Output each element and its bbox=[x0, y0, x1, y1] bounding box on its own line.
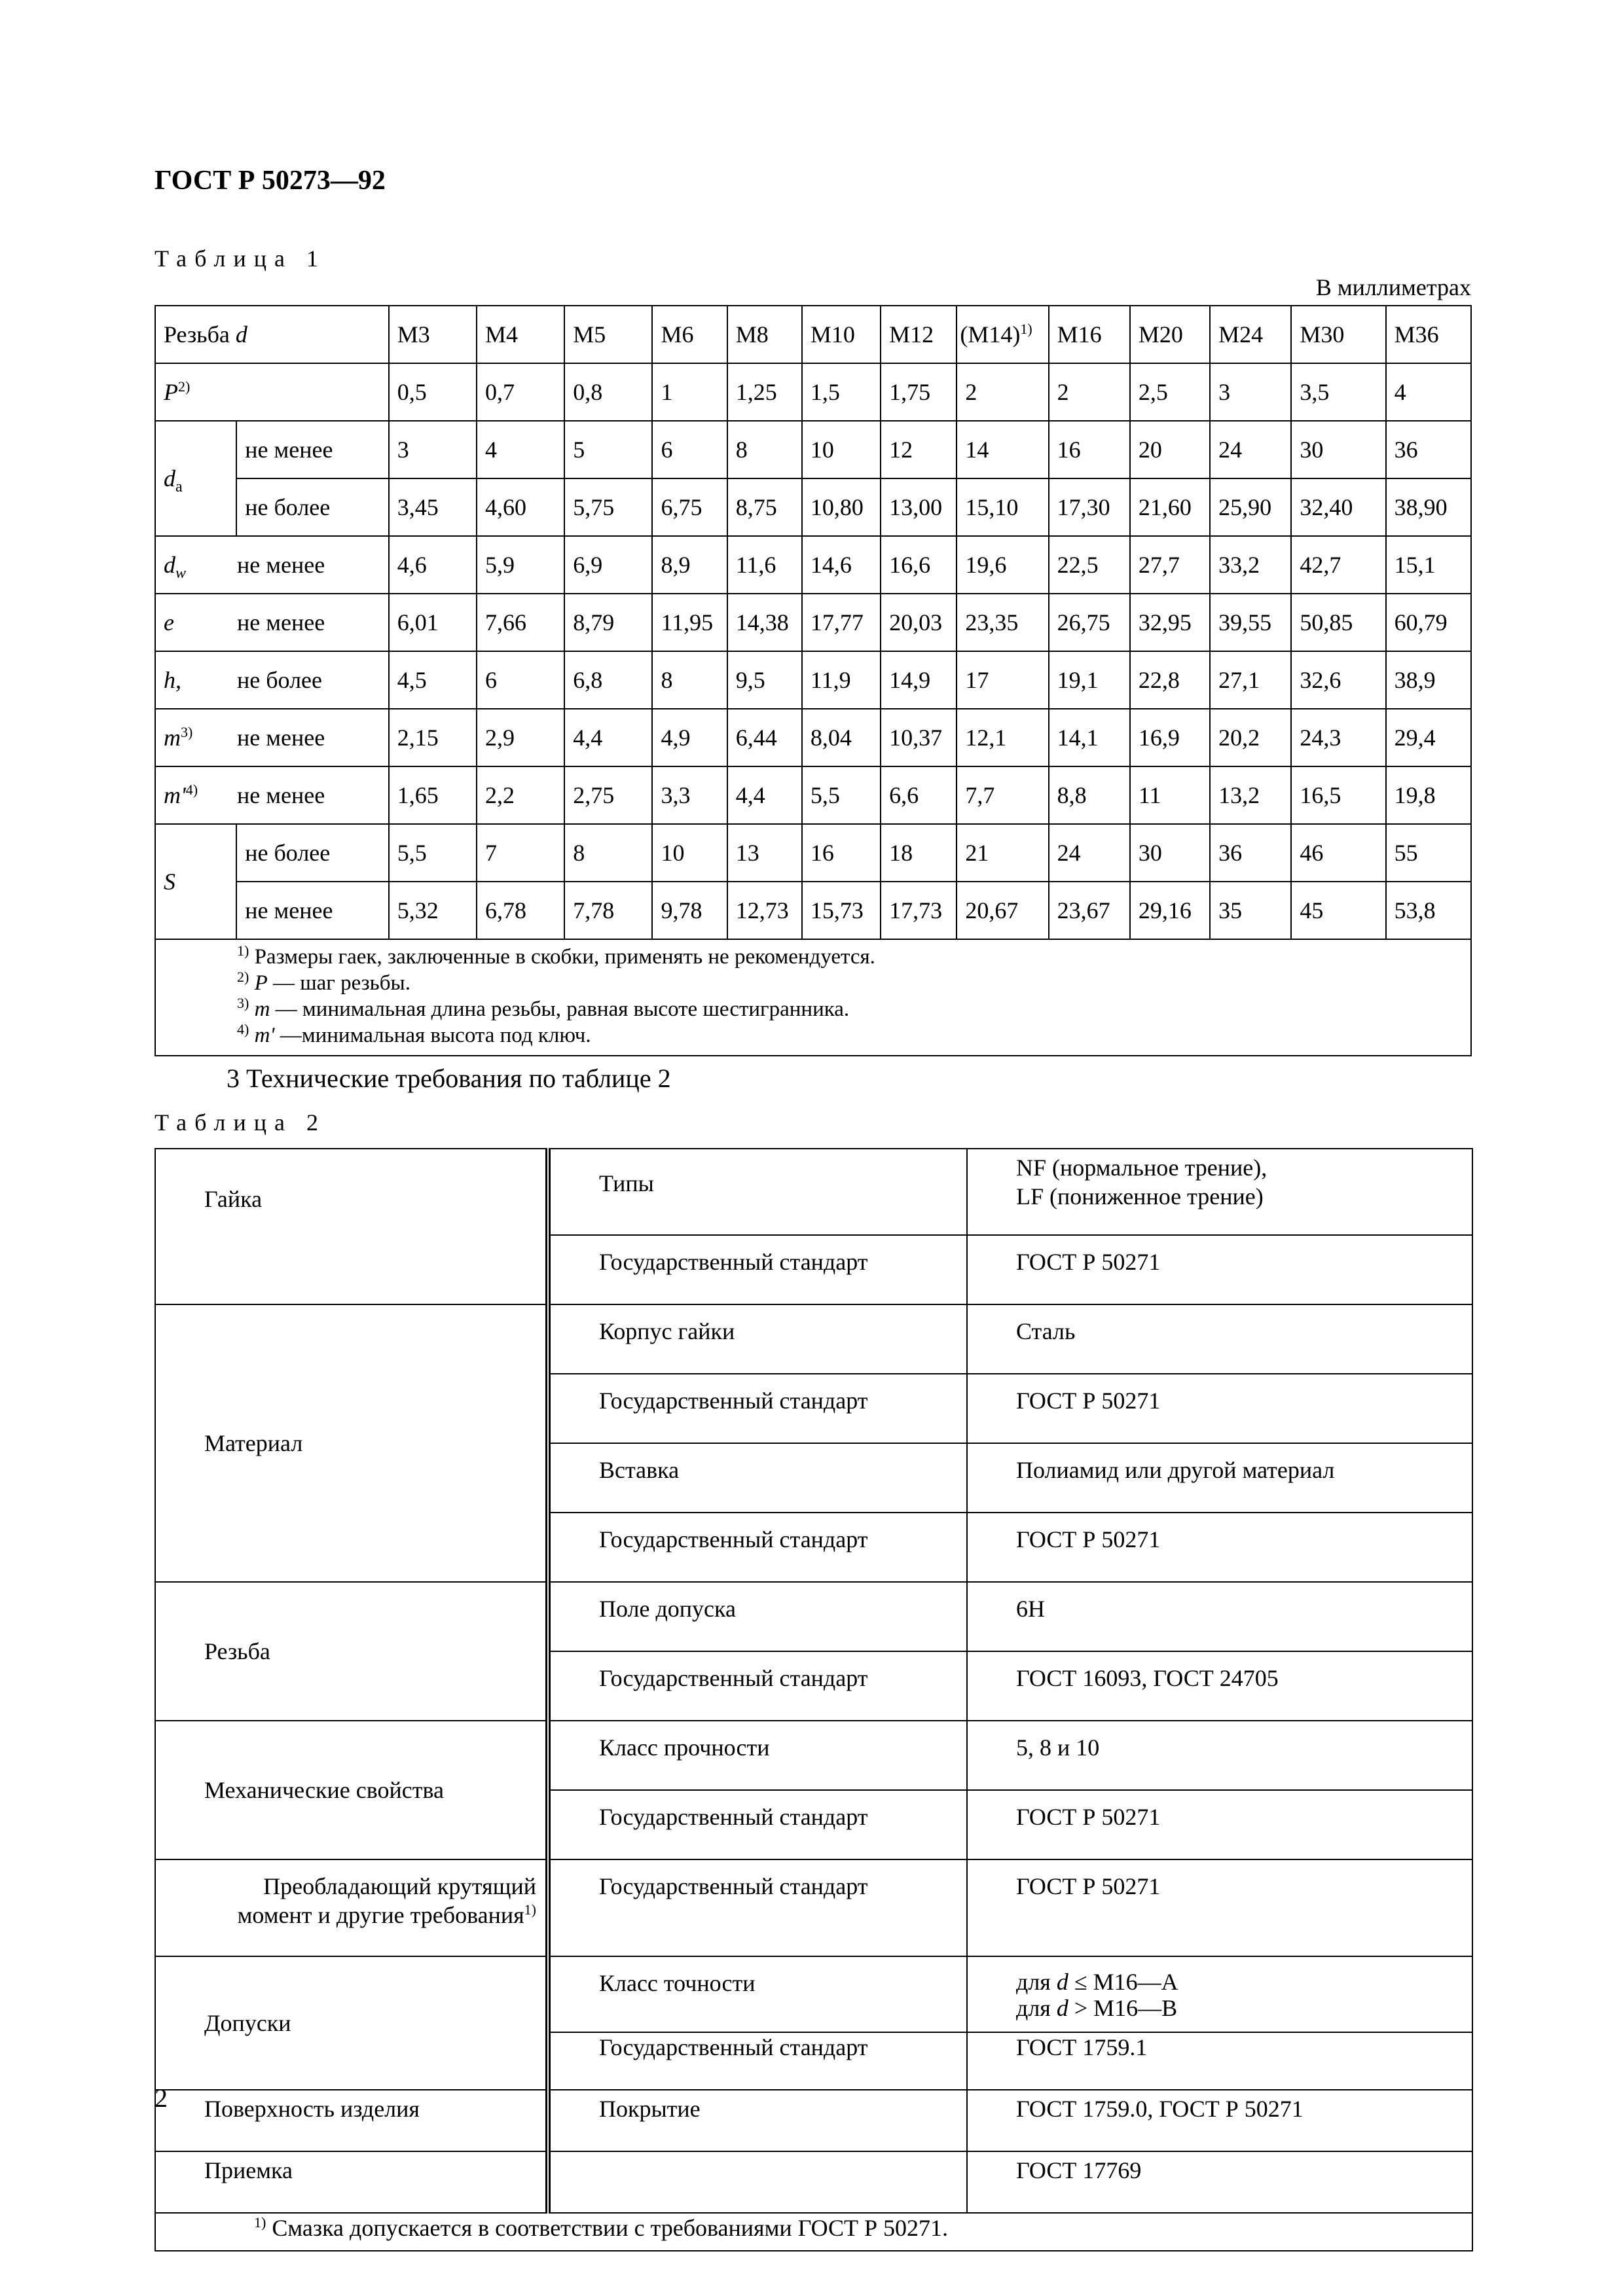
row-label: $d_w$ не менее bbox=[155, 536, 389, 594]
value-cell: 20,03 bbox=[881, 594, 957, 651]
param-cell: Покрытие bbox=[548, 2090, 967, 2151]
table1-row-da-max bbox=[155, 478, 1471, 536]
value-cell: 10 bbox=[652, 824, 727, 882]
table1-row-da-min bbox=[155, 421, 1471, 478]
table2-row bbox=[155, 1721, 1472, 1790]
row-label: $m^{3)}$ не менее bbox=[155, 709, 389, 766]
value-cell: 6,75 bbox=[652, 478, 727, 536]
value-cell: 5,32 bbox=[389, 882, 477, 939]
param-cell: Государственный стандарт bbox=[548, 1651, 967, 1721]
size-cell: M3 bbox=[389, 306, 477, 363]
size-cell: M6 bbox=[652, 306, 727, 363]
size-cell: M16 bbox=[1049, 306, 1130, 363]
table1-notes bbox=[155, 939, 1471, 1056]
table2-row bbox=[155, 2151, 1472, 2213]
table1-row-m-prime bbox=[155, 766, 1471, 824]
group-material: Материал bbox=[155, 1304, 548, 1582]
value-cell: 35 bbox=[1210, 882, 1291, 939]
row-condition: не менее bbox=[236, 421, 388, 478]
note-2: $^{2)}$ P — шаг резьбы. bbox=[237, 969, 410, 995]
value-cell: 29,4 bbox=[1386, 709, 1471, 766]
value-cell: 17,30 bbox=[1049, 478, 1130, 536]
value-cell: 15,1 bbox=[1386, 536, 1471, 594]
value-cell: 11,9 bbox=[802, 651, 881, 709]
value-cell: 32,95 bbox=[1130, 594, 1210, 651]
group-tolerances: Допуски bbox=[155, 1956, 548, 2090]
value-cell: ГОСТ 17769 bbox=[967, 2151, 1472, 2213]
value-cell: 2,9 bbox=[477, 709, 564, 766]
table2-row bbox=[155, 2090, 1472, 2151]
value-cell: 46 bbox=[1291, 824, 1385, 882]
value-cell: 11,95 bbox=[652, 594, 727, 651]
value-cell: 8,75 bbox=[727, 478, 802, 536]
value-cell: 15,73 bbox=[802, 882, 881, 939]
value-cell: 23,67 bbox=[1049, 882, 1130, 939]
value-cell: 2 bbox=[957, 363, 1048, 421]
group-acceptance: Приемка bbox=[155, 2151, 548, 2213]
size-cell: M36 bbox=[1386, 306, 1471, 363]
value-cell: 39,55 bbox=[1210, 594, 1291, 651]
value-cell: 8,04 bbox=[802, 709, 881, 766]
value-cell: 26,75 bbox=[1049, 594, 1130, 651]
table1-row-m bbox=[155, 709, 1471, 766]
group-torque: Преобладающий крутящий момент и другие требования$^{1)}$ bbox=[155, 1859, 548, 1956]
value-cell: 4 bbox=[1386, 363, 1471, 421]
value-cell: 10,80 bbox=[802, 478, 881, 536]
param-cell: Класс прочности bbox=[548, 1721, 967, 1790]
row-label: $P^{2)}$ bbox=[155, 363, 389, 421]
table2-row bbox=[155, 1582, 1472, 1651]
value-cell: 20,2 bbox=[1210, 709, 1291, 766]
value-cell: 3,5 bbox=[1291, 363, 1385, 421]
value-cell: 22,8 bbox=[1130, 651, 1210, 709]
value-cell: 6,78 bbox=[477, 882, 564, 939]
value-cell: 24 bbox=[1210, 421, 1291, 478]
table1-row-dw bbox=[155, 536, 1471, 594]
table2-row bbox=[155, 1956, 1472, 2032]
value-cell: 7,66 bbox=[477, 594, 564, 651]
value-cell: 4,9 bbox=[652, 709, 727, 766]
row-label: h, не более bbox=[155, 651, 389, 709]
value-cell: 7,78 bbox=[564, 882, 652, 939]
value-cell: 20 bbox=[1130, 421, 1210, 478]
value-cell: 2,15 bbox=[389, 709, 477, 766]
value-cell: 6,6 bbox=[881, 766, 957, 824]
value-cell: 14 bbox=[957, 421, 1048, 478]
param-cell: Поле допуска bbox=[548, 1582, 967, 1651]
value-cell: 8 bbox=[652, 651, 727, 709]
group-thread: Резьба bbox=[155, 1582, 548, 1721]
value-cell: 45 bbox=[1291, 882, 1385, 939]
value-cell: 3,45 bbox=[389, 478, 477, 536]
row-label: $d_a$ bbox=[155, 421, 236, 536]
param-cell: Вставка bbox=[548, 1443, 967, 1513]
value-cell: 23,35 bbox=[957, 594, 1048, 651]
table2-caption: Таблица 2 bbox=[155, 1109, 326, 1136]
row-label: $m'^{4)}$ не менее bbox=[155, 766, 389, 824]
row-label: e не менее bbox=[155, 594, 389, 651]
value-cell: NF (нормальное трение), LF (пониженное трение) bbox=[967, 1149, 1472, 1235]
note-4: $^{4)}$ m' —минимальная высота под ключ. bbox=[237, 1021, 591, 1047]
value-cell: 27,7 bbox=[1130, 536, 1210, 594]
value-cell: 3 bbox=[1210, 363, 1291, 421]
value-cell: 6 bbox=[652, 421, 727, 478]
value-cell: 1,75 bbox=[881, 363, 957, 421]
value-cell: 13 bbox=[727, 824, 802, 882]
table1-row-h bbox=[155, 651, 1471, 709]
value-cell: 17,73 bbox=[881, 882, 957, 939]
size-cell: M8 bbox=[727, 306, 802, 363]
table1-row-e bbox=[155, 594, 1471, 651]
value-cell: 14,9 bbox=[881, 651, 957, 709]
value-cell: 29,16 bbox=[1130, 882, 1210, 939]
param-cell: Класс точности bbox=[548, 1956, 967, 2032]
value-cell: 16 bbox=[802, 824, 881, 882]
value-cell: 36 bbox=[1386, 421, 1471, 478]
row-condition: не более bbox=[236, 824, 388, 882]
value-cell: 10,37 bbox=[881, 709, 957, 766]
size-cell: M30 bbox=[1291, 306, 1385, 363]
value-cell: 7,7 bbox=[957, 766, 1048, 824]
value-cell: 20,67 bbox=[957, 882, 1048, 939]
value-cell: 0,7 bbox=[477, 363, 564, 421]
value-cell: 17,77 bbox=[802, 594, 881, 651]
value-cell: 4,60 bbox=[477, 478, 564, 536]
value-cell: 4,5 bbox=[389, 651, 477, 709]
value-cell: 21 bbox=[957, 824, 1048, 882]
table1-row-s-max bbox=[155, 824, 1471, 882]
value-cell: 15,10 bbox=[957, 478, 1048, 536]
param-cell: Государственный стандарт bbox=[548, 2032, 967, 2090]
value-cell: 22,5 bbox=[1049, 536, 1130, 594]
value-cell: 7 bbox=[477, 824, 564, 882]
value-cell: 12 bbox=[881, 421, 957, 478]
value-cell: 2,75 bbox=[564, 766, 652, 824]
value-cell: 8,8 bbox=[1049, 766, 1130, 824]
value-cell: ГОСТ Р 50271 bbox=[967, 1235, 1472, 1304]
value-cell: 33,2 bbox=[1210, 536, 1291, 594]
value-cell: 11 bbox=[1130, 766, 1210, 824]
value-cell: 4 bbox=[477, 421, 564, 478]
value-cell: 19,1 bbox=[1049, 651, 1130, 709]
note-1: $^{1)}$ Размеры гаек, заключенные в скобки, применять не рекомендуется. bbox=[237, 942, 875, 969]
value-cell: 38,90 bbox=[1386, 478, 1471, 536]
value-cell: 6,01 bbox=[389, 594, 477, 651]
value-cell: 32,40 bbox=[1291, 478, 1385, 536]
table1-caption: Таблица 1 bbox=[155, 245, 326, 272]
table2-note: $^{1)}$ Смазка допускается в соответствии с требованиями ГОСТ Р 50271. bbox=[155, 2213, 1472, 2251]
value-cell: 13,00 bbox=[881, 478, 957, 536]
value-cell: 12,73 bbox=[727, 882, 802, 939]
value-cell: для d ≤ М16—А для d > М16—В bbox=[967, 1956, 1472, 2032]
param-cell: Государственный стандарт bbox=[548, 1790, 967, 1859]
value-cell: 24 bbox=[1049, 824, 1130, 882]
value-cell: 27,1 bbox=[1210, 651, 1291, 709]
value-cell: 1,25 bbox=[727, 363, 802, 421]
value-cell: 0,5 bbox=[389, 363, 477, 421]
value-cell: ГОСТ Р 50271 bbox=[967, 1790, 1472, 1859]
param-cell: Государственный стандарт bbox=[548, 1513, 967, 1582]
group-surface: Поверхность изделия bbox=[155, 2090, 548, 2151]
value-cell: 5,5 bbox=[802, 766, 881, 824]
value-cell: 60,79 bbox=[1386, 594, 1471, 651]
param-cell: Государственный стандарт bbox=[548, 1235, 967, 1304]
value-cell: 6,8 bbox=[564, 651, 652, 709]
value-cell: 19,8 bbox=[1386, 766, 1471, 824]
value-cell: 6 bbox=[477, 651, 564, 709]
value-cell: ГОСТ Р 50271 bbox=[967, 1859, 1472, 1956]
value-cell: 9,5 bbox=[727, 651, 802, 709]
table2-row bbox=[155, 1859, 1472, 1956]
value-cell: 32,6 bbox=[1291, 651, 1385, 709]
size-cell: M10 bbox=[802, 306, 881, 363]
value-cell: 1 bbox=[652, 363, 727, 421]
value-cell: ГОСТ 1759.0, ГОСТ Р 50271 bbox=[967, 2090, 1472, 2151]
value-cell: 14,6 bbox=[802, 536, 881, 594]
value-cell: 5,9 bbox=[477, 536, 564, 594]
value-cell: 5 bbox=[564, 421, 652, 478]
table1 bbox=[155, 305, 1472, 1056]
group-nut: Гайка bbox=[155, 1149, 548, 1304]
group-mechanical: Механические свойства bbox=[155, 1721, 548, 1859]
value-cell: 14,1 bbox=[1049, 709, 1130, 766]
param-cell-empty bbox=[548, 2151, 967, 2213]
value-cell: 5,5 bbox=[389, 824, 477, 882]
value-cell: 13,2 bbox=[1210, 766, 1291, 824]
value-cell: 5,75 bbox=[564, 478, 652, 536]
value-cell: 25,90 bbox=[1210, 478, 1291, 536]
value-cell: 1,5 bbox=[802, 363, 881, 421]
value-cell: 0,8 bbox=[564, 363, 652, 421]
value-cell: 6,44 bbox=[727, 709, 802, 766]
param-cell: Государственный стандарт bbox=[548, 1859, 967, 1956]
value-cell: 4,4 bbox=[727, 766, 802, 824]
value-cell: 16 bbox=[1049, 421, 1130, 478]
value-cell: 3 bbox=[389, 421, 477, 478]
value-cell: 55 bbox=[1386, 824, 1471, 882]
value-cell: 6Н bbox=[967, 1582, 1472, 1651]
value-cell: 36 bbox=[1210, 824, 1291, 882]
value-cell: 5, 8 и 10 bbox=[967, 1721, 1472, 1790]
value-cell: 16,5 bbox=[1291, 766, 1385, 824]
value-cell: 17 bbox=[957, 651, 1048, 709]
size-cell: M5 bbox=[564, 306, 652, 363]
value-cell: 8 bbox=[564, 824, 652, 882]
size-cell: $(M14)^{1)}$ bbox=[957, 306, 1048, 363]
value-cell: 2,2 bbox=[477, 766, 564, 824]
table1-row-p bbox=[155, 363, 1471, 421]
size-cell: M4 bbox=[477, 306, 564, 363]
note-3: $^{3)}$ m — минимальная длина резьбы, равная высоте шестигранника. bbox=[237, 995, 850, 1021]
table1-notes-row bbox=[155, 939, 1471, 1056]
value-cell: 8,9 bbox=[652, 536, 727, 594]
value-cell: 53,8 bbox=[1386, 882, 1471, 939]
param-cell: Корпус гайки bbox=[548, 1304, 967, 1374]
value-cell: 3,3 bbox=[652, 766, 727, 824]
value-cell: 12,1 bbox=[957, 709, 1048, 766]
size-cell: M24 bbox=[1210, 306, 1291, 363]
row-condition: не более bbox=[236, 478, 388, 536]
table2 bbox=[155, 1148, 1473, 2251]
value-cell: 2,5 bbox=[1130, 363, 1210, 421]
value-cell: Полиамид или другой материал bbox=[967, 1443, 1472, 1513]
value-cell: 9,78 bbox=[652, 882, 727, 939]
value-cell: 1,65 bbox=[389, 766, 477, 824]
value-cell: 16,6 bbox=[881, 536, 957, 594]
value-cell: 16,9 bbox=[1130, 709, 1210, 766]
value-cell: 10 bbox=[802, 421, 881, 478]
value-cell: 42,7 bbox=[1291, 536, 1385, 594]
row-label: S bbox=[155, 824, 236, 939]
value-cell: 8,79 bbox=[564, 594, 652, 651]
value-cell: ГОСТ Р 50271 bbox=[967, 1513, 1472, 1582]
table1-units: В миллиметрах bbox=[1315, 274, 1471, 300]
table1-row-s-min bbox=[155, 882, 1471, 939]
page-number: 2 bbox=[155, 2083, 168, 2113]
value-cell: 30 bbox=[1291, 421, 1385, 478]
value-cell: 21,60 bbox=[1130, 478, 1210, 536]
value-cell: 6,9 bbox=[564, 536, 652, 594]
value-cell: ГОСТ Р 50271 bbox=[967, 1374, 1472, 1443]
value-cell: 4,6 bbox=[389, 536, 477, 594]
header-thread-label: Резьба d bbox=[155, 306, 389, 363]
value-cell: 2 bbox=[1049, 363, 1130, 421]
param-cell: Государственный стандарт bbox=[548, 1374, 967, 1443]
value-cell: 11,6 bbox=[727, 536, 802, 594]
section-3-heading: 3 Технические требования по таблице 2 bbox=[227, 1064, 671, 1093]
table1-header-row bbox=[155, 306, 1471, 363]
value-cell: ГОСТ 1759.1 bbox=[967, 2032, 1472, 2090]
row-condition: не менее bbox=[236, 882, 388, 939]
value-cell: 18 bbox=[881, 824, 957, 882]
value-cell: 38,9 bbox=[1386, 651, 1471, 709]
value-cell: 8 bbox=[727, 421, 802, 478]
param-cell: Типы bbox=[548, 1149, 967, 1235]
value-cell: 14,38 bbox=[727, 594, 802, 651]
value-cell: 4,4 bbox=[564, 709, 652, 766]
value-cell: ГОСТ 16093, ГОСТ 24705 bbox=[967, 1651, 1472, 1721]
value-cell: 24,3 bbox=[1291, 709, 1385, 766]
size-cell: M12 bbox=[881, 306, 957, 363]
document-header: ГОСТ Р 50273—92 bbox=[155, 166, 386, 196]
table2-row bbox=[155, 1149, 1472, 1235]
value-cell: 30 bbox=[1130, 824, 1210, 882]
value-cell: 50,85 bbox=[1291, 594, 1385, 651]
size-cell: M20 bbox=[1130, 306, 1210, 363]
value-cell: 19,6 bbox=[957, 536, 1048, 594]
table2-notes-row bbox=[155, 2213, 1472, 2251]
value-cell: Сталь bbox=[967, 1304, 1472, 1374]
table2-row bbox=[155, 1304, 1472, 1374]
